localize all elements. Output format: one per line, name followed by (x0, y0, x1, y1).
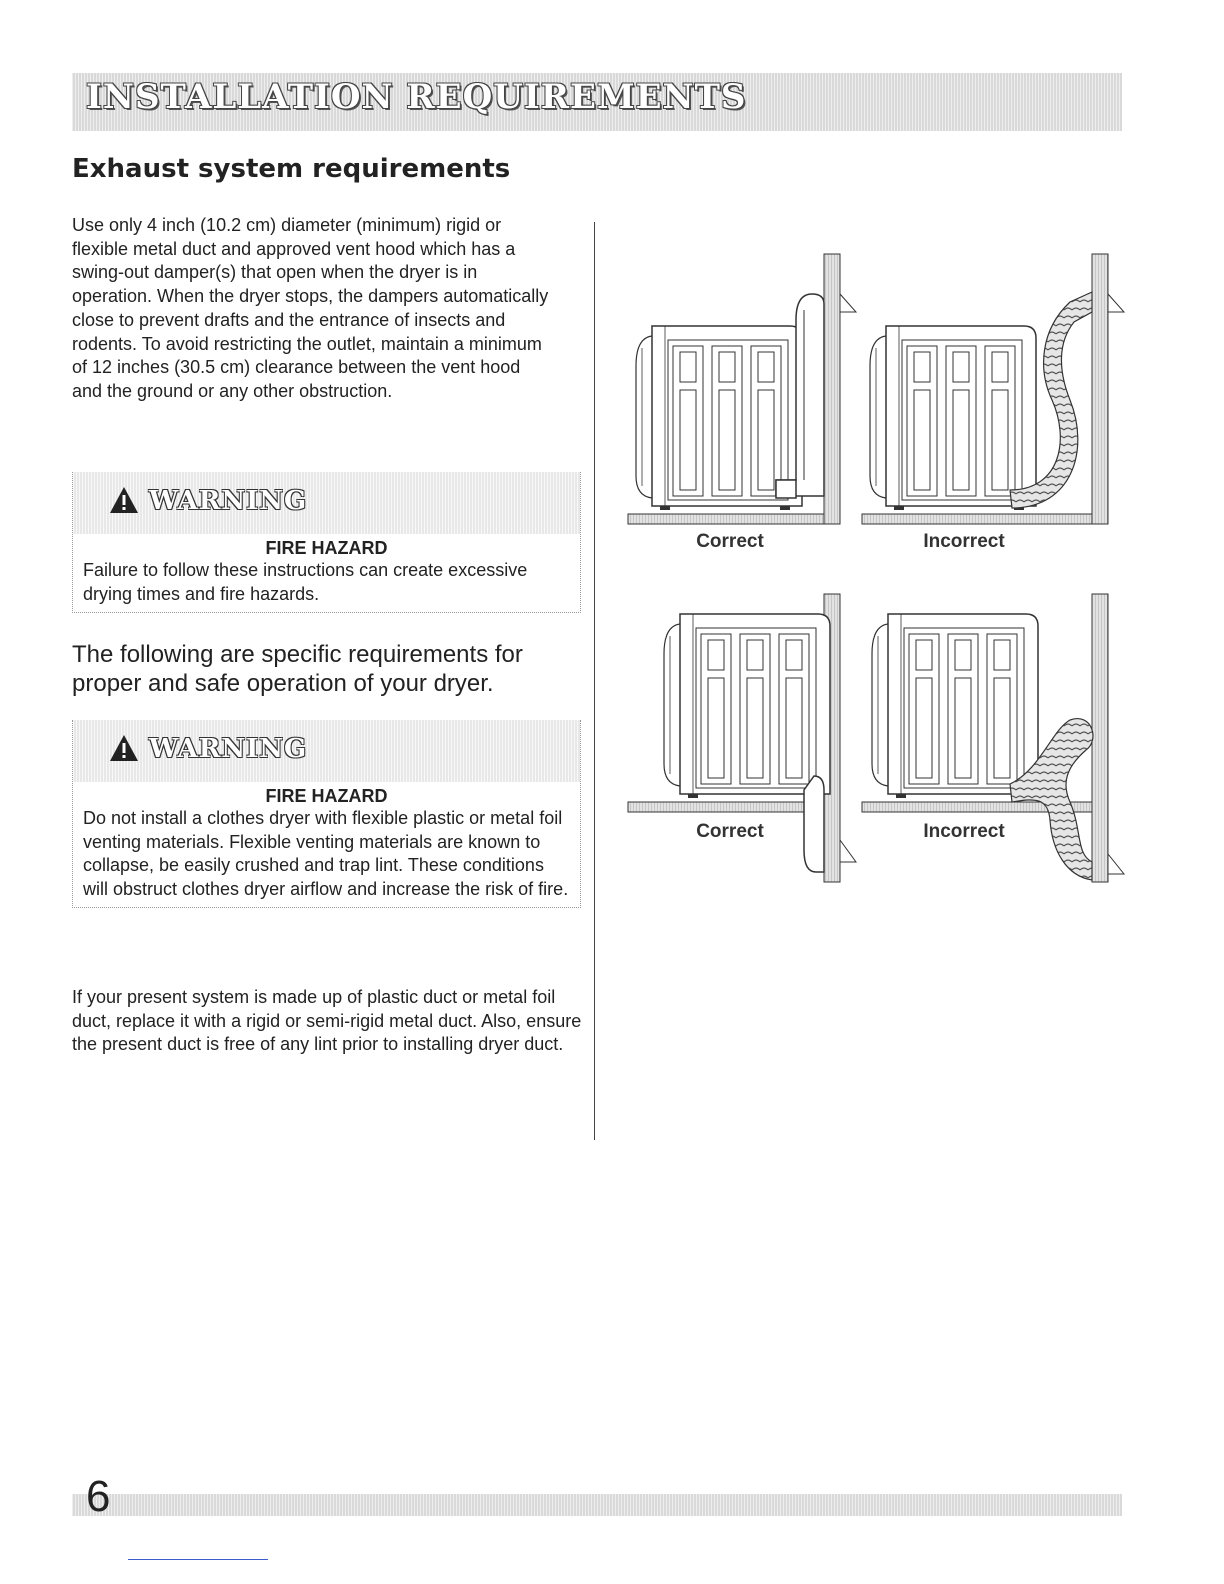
warning-box-fire-hazard (72, 472, 581, 613)
footer-bar (72, 1494, 1122, 1516)
diagram-incorrect-up (862, 254, 1124, 524)
lead-paragraph: The following are specific requirements for proper and safe operation of your dryer. (72, 641, 523, 697)
column-divider (594, 222, 595, 1140)
warning-text: Failure to follow these instructions can create excessive drying times and fire hazards. (83, 560, 528, 604)
section-heading: Exhaust system requirements (72, 154, 511, 184)
page-number: 6 (86, 1472, 111, 1521)
warning-subtitle: FIRE HAZARD (265, 786, 388, 806)
warning-header (73, 720, 580, 782)
warning-label: WARNING (149, 734, 308, 764)
venting-diagrams (600, 250, 1140, 890)
intro-paragraph: Use only 4 inch (10.2 cm) diameter (minimum) rigid or flexible metal duct and approved vent hood which has a swing-out damper(s) that open when the dryer is in operation. When the dryer stops, the dampers automatically close to prevent drafts and the entrance of insects and rodents. To avoid restricting the outlet, maintain a minimum of 12 inches (30.5 cm) clearance between the vent hood and the ground or any other obstruction. (72, 215, 549, 401)
warning-text: Do not install a clothes dryer with flexible plastic or metal foil venting materials. Flexible venting materials are known to collapse, be easily crushed and trap lint. These conditions will obstruct clothes dryer airflow and increase the risk of fire. (83, 808, 569, 899)
diagram-correct-up (628, 254, 856, 524)
warning-subtitle: FIRE HAZARD (265, 538, 388, 558)
diagram-label-correct: Correct (696, 531, 764, 552)
replace-duct-paragraph: If your present system is made up of plastic duct or metal foil duct, replace it with a rigid or semi-rigid metal duct. Also, ensure the present duct is free of any lint prior to installing dryer duct. (72, 987, 582, 1055)
warning-box-venting-materials (72, 720, 581, 908)
diagram-label-incorrect: Incorrect (923, 821, 1005, 842)
warning-label: WARNING (149, 486, 308, 516)
header-bar (72, 73, 1122, 131)
diagram-label-correct: Correct (696, 821, 764, 842)
warning-triangle-icon (109, 486, 139, 514)
page-header-title: INSTALLATION REQUIREMENTS (86, 77, 747, 117)
diagram-label-incorrect: Incorrect (923, 531, 1005, 552)
warning-header (73, 472, 580, 534)
footer-line (128, 1559, 268, 1560)
warning-triangle-icon (109, 734, 139, 762)
